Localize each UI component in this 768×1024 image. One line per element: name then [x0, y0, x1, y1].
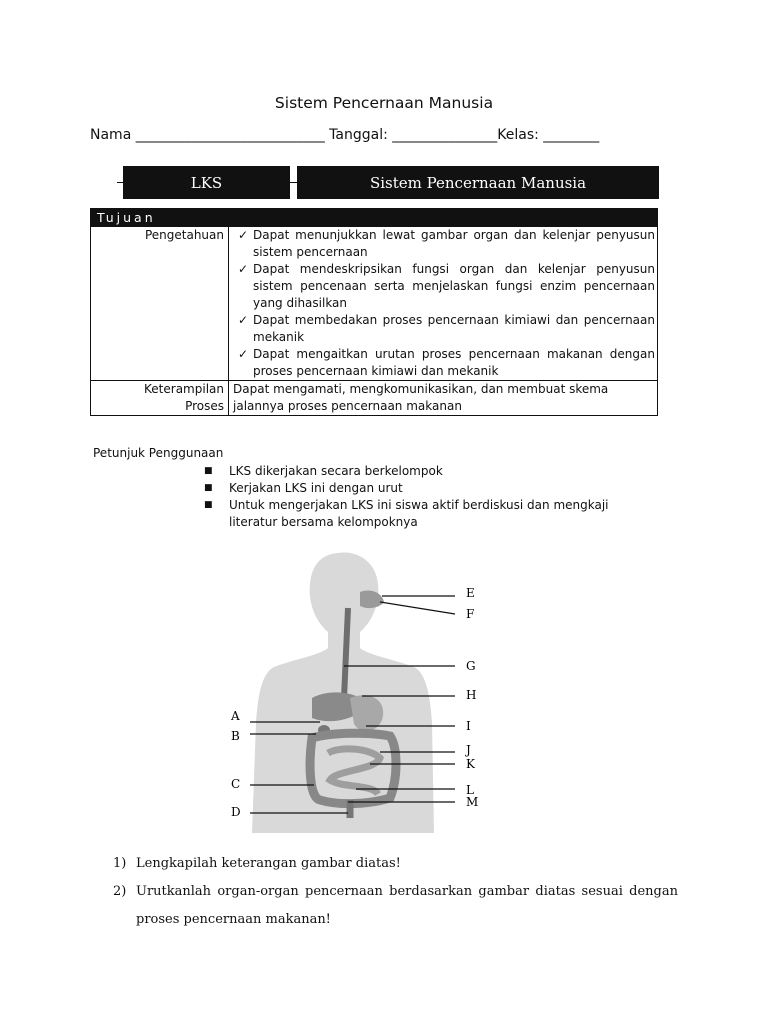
table-band-tujuan: Tujuan: [91, 209, 658, 227]
list-item: ■ LKS dikerjakan secara berkelompok: [200, 463, 660, 480]
label-l: L: [466, 783, 474, 797]
instructions-title: Petunjuk Penggunaan: [93, 446, 224, 460]
knowledge-objectives: [229, 227, 658, 381]
label-g: G: [466, 659, 476, 673]
list-item: ✓ Dapat membedakan proses pencernaan kimiawi dan pencernaan mekanik: [233, 312, 655, 346]
row-label-pengetahuan: Pengetahuan: [91, 227, 229, 381]
header-lks: LKS: [123, 166, 290, 199]
label-k: K: [466, 757, 475, 771]
identity-line: Nama ___________________________ Tanggal: _______________Kelas: ________: [90, 127, 600, 143]
list-item: ■ Untuk mengerjakan LKS ini siswa aktif berdiskusi dan mengkaji literatur bersama kelompoknya: [200, 497, 660, 531]
skill-objective: Dapat mengamati, mengkomunikasikan, dan membuat skema jalannya proses pencernaan makanan: [229, 381, 658, 416]
label-i: I: [466, 719, 471, 733]
label-f: F: [466, 607, 475, 621]
esophagus: [344, 608, 348, 698]
checkmark-icon: ✓: [237, 313, 249, 327]
list-item: 2) Urutkanlah organ-organ pencernaan berdasarkan gambar diatas sesuai dengan proses pencernaan makanan!: [113, 884, 678, 927]
label-m: M: [466, 795, 479, 809]
list-item: ✓ Dapat menunjukkan lewat gambar organ dan kelenjar penyusun sistem pencernaan: [233, 227, 655, 261]
table-row: [91, 381, 658, 416]
label-b: B: [231, 729, 240, 743]
checkmark-icon: ✓: [237, 228, 249, 242]
label-d: D: [231, 805, 241, 819]
mouth-cavity: [360, 590, 384, 608]
page-title: Sistem Pencernaan Manusia: [274, 94, 494, 112]
digestive-system-diagram: [220, 548, 490, 833]
bullet-icon: ■: [204, 483, 213, 493]
list-item: 1) Lengkapilah keterangan gambar diatas!: [113, 856, 401, 871]
label-a: A: [231, 709, 240, 723]
table-row: [91, 227, 658, 381]
header-notch-mid: [289, 182, 297, 183]
list-item: ■ Kerjakan LKS ini dengan urut: [200, 480, 660, 497]
list-item: ✓ Dapat mengaitkan urutan proses pencernaan makanan dengan proses pencernaan kimiawi dan mekanik: [233, 346, 655, 380]
list-item: ✓ Dapat mendeskripsikan fungsi organ dan kelenjar penyusun sistem pencenaan serta menjelaskan fungsi enzim pencernaan yang dihasilkan: [233, 261, 655, 312]
instructions-list: [200, 463, 660, 531]
objectives-table: [90, 208, 658, 416]
question-list: [113, 850, 678, 934]
label-c: C: [231, 777, 241, 791]
bullet-icon: ■: [204, 500, 213, 510]
checkmark-icon: ✓: [237, 262, 249, 276]
checkmark-icon: ✓: [237, 347, 249, 361]
bullet-icon: ■: [204, 466, 213, 476]
label-j: J: [466, 743, 471, 757]
row-label-keterampilan: Keterampilan Proses: [91, 381, 229, 416]
label-e: E: [466, 586, 475, 600]
header-topic: Sistem Pencernaan Manusia: [297, 166, 659, 199]
label-h: H: [466, 688, 477, 702]
